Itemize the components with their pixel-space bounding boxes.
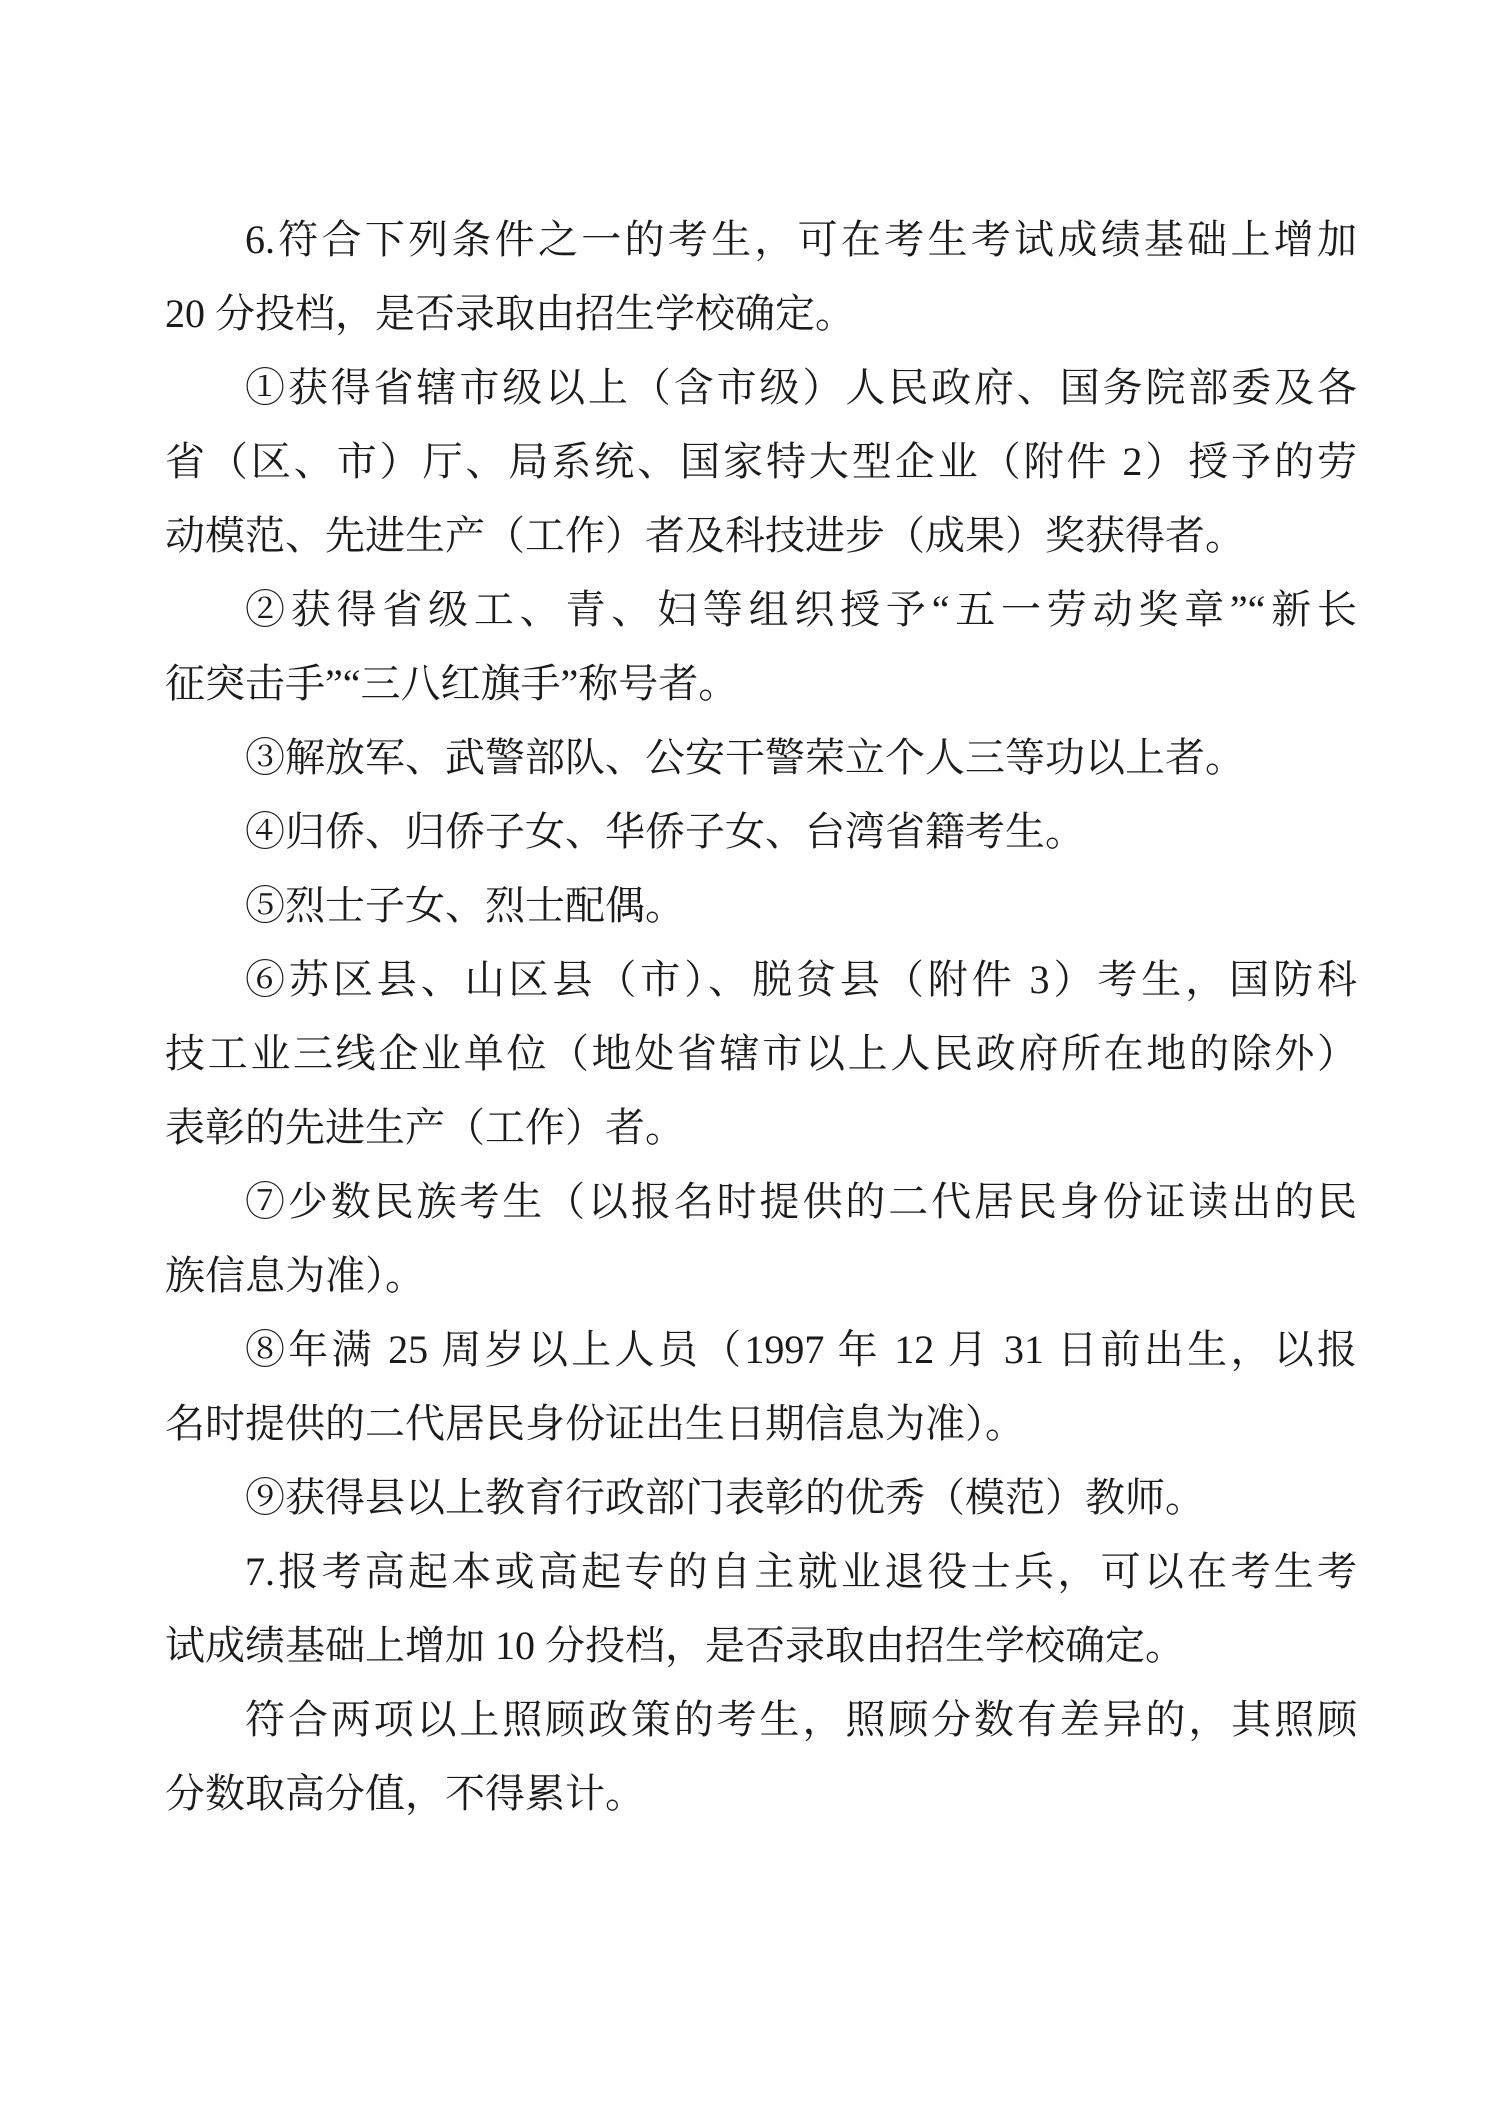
text-line: ③解放军、武警部队、公安干警荣立个人三等功以上者。 (245, 735, 1245, 780)
text-line: 6.符合下列条件之一的考生，可在考生考试成绩基础上增加 (245, 217, 1357, 262)
text-line: ②获得省级工、青、妇等组织授予“五一劳动奖章”“新长 (245, 587, 1357, 632)
text-line: 族信息为准）。 (165, 1253, 425, 1298)
text-line: 名时提供的二代居民身份证出生日期信息为准）。 (165, 1401, 1025, 1446)
text-line: ⑨获得县以上教育行政部门表彰的优秀（模范）教师。 (245, 1475, 1205, 1520)
text-line: 7.报考高起本或高起专的自主就业退役士兵，可以在考生考 (245, 1549, 1357, 1594)
text-line: 表彰的先进生产（工作）者。 (165, 1105, 685, 1150)
text-line: ④归侨、归侨子女、华侨子女、台湾省籍考生。 (245, 809, 1085, 854)
text-line: ⑤烈士子女、烈士配偶。 (245, 883, 685, 928)
text-line: ①获得省辖市级以上（含市级）人民政府、国务院部委及各 (245, 365, 1357, 410)
text-line: ⑧年满 25 周岁以上人员（1997 年 12 月 31 日前出生，以报 (245, 1327, 1357, 1372)
text-line: 技工业三线企业单位（地处省辖市以上人民政府所在地的除外） (165, 1031, 1357, 1076)
text-line: 征突击手”“三八红旗手”称号者。 (165, 661, 739, 706)
text-line: 试成绩基础上增加 10 分投档，是否录取由招生学校确定。 (165, 1623, 1185, 1668)
text-line: ⑦少数民族考生（以报名时提供的二代居民身份证读出的民 (245, 1179, 1357, 1224)
text-line: 符合两项以上照顾政策的考生，照顾分数有差异的，其照顾 (245, 1697, 1357, 1742)
text-line: ⑥苏区县、山区县（市）、脱贫县（附件 3）考生，国防科 (245, 957, 1357, 1002)
text-line: 分数取高分值，不得累计。 (165, 1771, 645, 1816)
text-line: 动模范、先进生产（工作）者及科技进步（成果）奖获得者。 (165, 513, 1245, 558)
text-line: 20 分投档，是否录取由招生学校确定。 (165, 291, 855, 336)
text-line: 省（区、市）厅、局系统、国家特大型企业（附件 2）授予的劳 (165, 439, 1357, 484)
